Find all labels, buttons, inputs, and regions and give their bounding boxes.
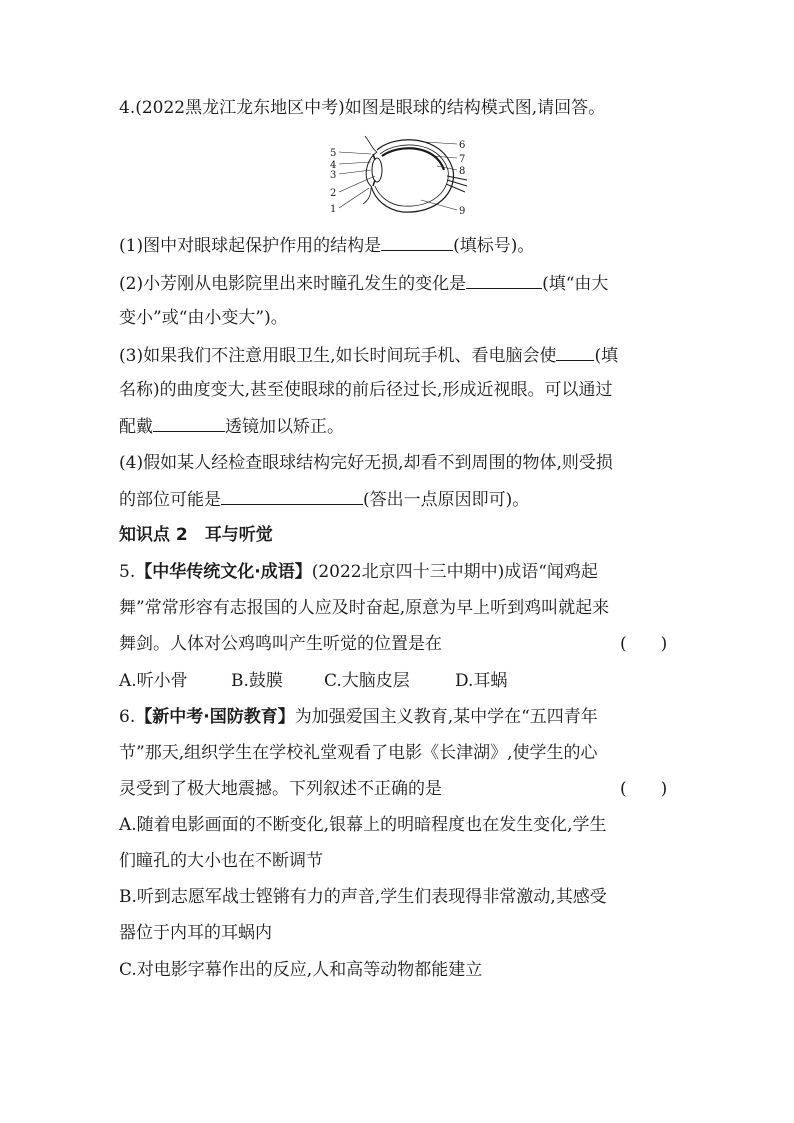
- section-title: 知识点 2 耳与听觉: [119, 525, 273, 545]
- q5-option-a[interactable]: A.听小骨: [119, 671, 188, 691]
- answer-blank-3[interactable]: [556, 343, 594, 361]
- q4-part1: (1)图中对眼球起保护作用的结构是 (填标号)。: [119, 233, 679, 258]
- q6-option-a-line1[interactable]: A.随着电影画面的不断变化,银幕上的明暗程度也在发生变化,学生: [119, 815, 607, 835]
- q5-answer-paren[interactable]: ( ): [620, 634, 668, 654]
- q5-option-d[interactable]: D.耳蜗: [455, 671, 508, 691]
- label-6: 6: [459, 140, 466, 151]
- label-9: 9: [459, 206, 466, 217]
- q5-option-c[interactable]: C.大脑皮层: [324, 671, 410, 691]
- q6-option-a-line2: 们瞳孔的大小也在不断调节: [119, 851, 323, 871]
- label-4: 4: [330, 160, 337, 171]
- answer-blank-5[interactable]: [221, 487, 363, 505]
- q4-part2-line1: (2)小芳刚从电影院里出来时瞳孔发生的变化是 (填“由大: [119, 271, 679, 296]
- q6-line2: 节”那天,组织学生在学校礼堂观看了电影《长津湖》,使学生的心: [119, 743, 598, 763]
- label-5: 5: [330, 148, 337, 159]
- q4-intro: 4.(2022黑龙江龙东地区中考)如图是眼球的结构模式图,请回答。: [119, 98, 606, 118]
- q6-line3: 灵受到了极大地震撼。下列叙述不正确的是: [119, 779, 442, 799]
- q6-line1: 6.【新中考·国防教育】为加强爱国主义教育,某中学在“五四青年: [119, 707, 598, 727]
- answer-blank-1[interactable]: [381, 233, 453, 251]
- q4-part4-line2: 的部位可能是 (答出一点原因即可)。: [119, 487, 679, 512]
- q4-part3-line1: (3)如果我们不注意用眼卫生,如长时间玩手机、看电脑会使 (填: [119, 343, 679, 368]
- q4-part3-line3: 配戴 透镜加以矫正。: [119, 414, 679, 439]
- q6-tag: 【新中考·国防教育】: [135, 707, 295, 727]
- answer-blank-4[interactable]: [153, 414, 225, 432]
- label-2: 2: [330, 188, 337, 199]
- q4-part4-line1: (4)假如某人经检查眼球结构完好无损,却看不到周围的物体,则受损: [119, 453, 613, 473]
- q5-option-b[interactable]: B.鼓膜: [231, 671, 283, 691]
- q5-tag: 【中华传统文化·成语】: [135, 562, 312, 582]
- q5-line1: 5.【中华传统文化·成语】(2022北京四十三中期中)成语“闻鸡起: [119, 562, 598, 582]
- q4-part3-line2: 名称)的曲度变大,甚至使眼球的前后径过长,形成近视眼。可以通过: [119, 380, 613, 400]
- q6-answer-paren[interactable]: ( ): [620, 779, 668, 799]
- label-7: 7: [459, 154, 466, 165]
- q5-line3: 舞剑。人体对公鸡鸣叫产生听觉的位置是在: [119, 634, 442, 654]
- answer-blank-2[interactable]: [466, 271, 542, 289]
- q6-option-b-line1[interactable]: B.听到志愿军战士铿锵有力的声音,学生们表现得非常激动,其感受: [119, 887, 607, 907]
- label-3: 3: [330, 170, 337, 181]
- q4-part2-line2: 变小”或“由小变大”)。: [119, 308, 288, 328]
- label-8: 8: [459, 166, 466, 177]
- q6-option-c[interactable]: C.对电影字幕作出的反应,人和高等动物都能建立: [119, 960, 483, 980]
- q5-line2: 舞”常常形容有志报国的人应及时奋起,原意为早上听到鸡叫就起来: [119, 598, 610, 618]
- eyeball-diagram: [325, 130, 475, 220]
- label-1: 1: [330, 204, 337, 215]
- q6-option-b-line2: 器位于内耳的耳蜗内: [119, 923, 272, 943]
